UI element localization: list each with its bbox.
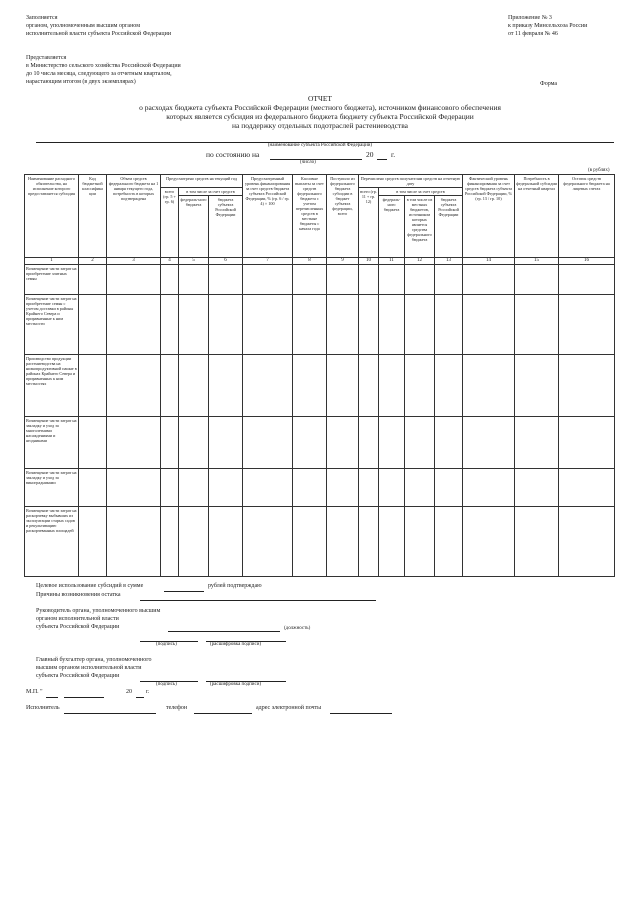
data-cell[interactable] xyxy=(327,417,359,469)
data-cell[interactable] xyxy=(179,469,209,507)
header-cell: всего (гр. 5 + гр. 6) xyxy=(161,188,179,258)
data-cell[interactable] xyxy=(559,469,615,507)
executor-label: Исполнитель xyxy=(26,705,60,711)
head-title-line: субъекта Российской Федерации xyxy=(36,624,120,630)
header-cell: Наименование расходного обязательства, на исполнение которого предоставляется субсидия xyxy=(25,175,79,258)
data-cell[interactable] xyxy=(463,355,515,417)
appendix-line: от 11 февраля № 46 xyxy=(508,31,558,37)
data-cell[interactable] xyxy=(327,265,359,295)
appendix-note xyxy=(508,14,587,38)
data-cell[interactable] xyxy=(107,507,161,577)
date-year-prefix: 20 xyxy=(366,150,374,159)
seal-month-field[interactable] xyxy=(64,696,104,698)
header-cell: Предусмотренный уровень финансирования за счет средств бюджета субъекта Российской Федерации, % (гр. 6 / гр. 4) × 100 xyxy=(243,175,293,258)
data-cell[interactable] xyxy=(327,295,359,355)
header-cell: бюджета субъекта Российской Федерации xyxy=(209,196,243,258)
seal-year-field[interactable] xyxy=(136,696,144,698)
data-cell[interactable] xyxy=(161,295,179,355)
data-cell[interactable] xyxy=(79,295,107,355)
header-cell: в том числе из местных бюджетов, источником которых является средства федерального бюджета xyxy=(405,196,435,258)
data-cell[interactable] xyxy=(435,469,463,507)
data-cell[interactable] xyxy=(179,507,209,577)
data-cell[interactable] xyxy=(515,295,559,355)
data-cell[interactable] xyxy=(559,355,615,417)
data-cell[interactable] xyxy=(293,469,327,507)
data-cell[interactable] xyxy=(79,469,107,507)
title-line: на поддержку отдельных подотраслей растениеводства xyxy=(232,121,408,130)
column-number: 9 xyxy=(327,258,359,265)
header-cell: Предусмотрено средств на текущий год xyxy=(161,175,243,188)
title-line: которых является субсидия из федерального бюджета бюджету субъекта Российской Федерации xyxy=(166,112,474,121)
data-cell[interactable] xyxy=(463,469,515,507)
data-cell[interactable] xyxy=(243,355,293,417)
data-cell[interactable] xyxy=(179,295,209,355)
row-label: Возмещение части затрат на закладку и уход за виноградниками xyxy=(25,469,79,507)
data-cell[interactable] xyxy=(327,507,359,577)
column-number: 10 xyxy=(359,258,379,265)
head-decoding-caption: (расшифровка подписи) xyxy=(210,642,262,647)
fill-note-line: органом, уполномоченным высшим органом xyxy=(26,23,140,29)
column-number: 7 xyxy=(243,258,293,265)
data-cell[interactable] xyxy=(293,507,327,577)
row-label: Возмещение части затрат на закладку и уход за многолетними насаждениями и ягодниками xyxy=(25,417,79,469)
data-cell[interactable] xyxy=(435,295,463,355)
submit-note-line: до 10 числа месяца, следующего за отчетным кварталом, xyxy=(26,71,172,77)
data-cell[interactable] xyxy=(515,265,559,295)
fill-note xyxy=(26,14,171,38)
header-cell: в том числе за счет средств xyxy=(179,188,243,196)
column-number: 12 xyxy=(405,258,435,265)
subject-caption: (наименование субъекта Российской Федерации) xyxy=(267,143,373,148)
column-number: 13 xyxy=(435,258,463,265)
column-number: 15 xyxy=(515,258,559,265)
header-cell: Кассовые выплаты за счет средств федерального бюджета с учетом перечисленных средств в местные бюджеты с начала года xyxy=(293,175,327,258)
accountant-decoding-caption: (расшифровка подписи) xyxy=(210,682,262,687)
date-prefix: по состоянию на xyxy=(206,150,260,159)
header-cell: бюджета субъекта Российской Федерации xyxy=(435,196,463,258)
data-cell[interactable] xyxy=(161,355,179,417)
data-cell[interactable] xyxy=(161,507,179,577)
data-cell[interactable] xyxy=(209,417,243,469)
data-cell[interactable] xyxy=(359,355,379,417)
header-cell: Объем средств федерального бюджета на 1 января текущего года, потребность в которых подтверждена xyxy=(107,175,161,258)
title-line: ОТЧЕТ xyxy=(307,94,333,103)
data-cell[interactable] xyxy=(107,265,161,295)
data-cell[interactable] xyxy=(79,507,107,577)
data-cell[interactable] xyxy=(161,417,179,469)
column-number: 4 xyxy=(161,258,179,265)
accountant-title-line: Главный бухгалтер органа, уполномоченного xyxy=(36,657,152,663)
data-cell[interactable] xyxy=(405,417,435,469)
data-cell[interactable] xyxy=(79,417,107,469)
row-label: Возмещение части затрат на приобретение семян с учетом доставки в районы Крайнего Севера и приравненные к ним местности xyxy=(25,295,79,355)
column-number: 5 xyxy=(179,258,209,265)
appendix-line: Приложение № 3 xyxy=(508,15,552,21)
data-cell[interactable] xyxy=(79,265,107,295)
data-cell[interactable] xyxy=(179,265,209,295)
data-cell[interactable] xyxy=(405,469,435,507)
phone-field[interactable] xyxy=(194,712,252,714)
head-position-caption: (должность) xyxy=(284,626,311,631)
data-cell[interactable] xyxy=(209,355,243,417)
data-cell[interactable] xyxy=(463,265,515,295)
form-label: Форма xyxy=(540,81,558,87)
data-cell[interactable] xyxy=(107,355,161,417)
data-cell[interactable] xyxy=(379,355,405,417)
data-cell[interactable] xyxy=(327,355,359,417)
data-cell[interactable] xyxy=(327,469,359,507)
data-cell[interactable] xyxy=(209,469,243,507)
data-cell[interactable] xyxy=(161,469,179,507)
data-cell[interactable] xyxy=(435,507,463,577)
table-row xyxy=(25,507,615,577)
data-cell[interactable] xyxy=(107,417,161,469)
row-label: Возмещение части затрат на раскорчевку выбывших из эксплуатации старых садов и рекультивацию раскорчеванных площадей xyxy=(25,507,79,577)
accountant-signature-caption: (подпись) xyxy=(156,682,177,687)
data-cell[interactable] xyxy=(463,417,515,469)
data-cell[interactable] xyxy=(243,295,293,355)
data-cell[interactable] xyxy=(179,355,209,417)
title-line: о расходах бюджета субъекта Российской Федерации (местного бюджета), источником финансового обеспечения xyxy=(139,103,501,112)
phone-label: телефон xyxy=(166,705,188,711)
data-cell[interactable] xyxy=(559,417,615,469)
data-cell[interactable] xyxy=(243,265,293,295)
header-cell: в том числе за счет средств xyxy=(379,188,463,196)
data-cell[interactable] xyxy=(359,295,379,355)
data-cell[interactable] xyxy=(559,295,615,355)
data-cell[interactable] xyxy=(209,507,243,577)
reasons-field[interactable] xyxy=(140,599,376,601)
accountant-title xyxy=(36,656,152,680)
data-cell[interactable] xyxy=(209,295,243,355)
row-label: Производство продукции растениеводства на низкопродуктивной пашне в районах Крайнего Севера и приравненных к ним местностях xyxy=(25,355,79,417)
appendix-line: к приказу Минсельхоза России xyxy=(508,23,588,29)
column-number: 14 xyxy=(463,258,515,265)
reasons-label: Причины возникновения остатка xyxy=(36,592,121,598)
data-cell[interactable] xyxy=(293,295,327,355)
data-cell[interactable] xyxy=(559,507,615,577)
data-cell[interactable] xyxy=(293,417,327,469)
column-number: 2 xyxy=(79,258,107,265)
data-cell[interactable] xyxy=(435,355,463,417)
data-cell[interactable] xyxy=(359,417,379,469)
column-number: 3 xyxy=(107,258,161,265)
column-number: 16 xyxy=(559,258,615,265)
report-title xyxy=(60,94,580,130)
seal-year-suffix: г. xyxy=(146,689,150,695)
data-cell[interactable] xyxy=(359,265,379,295)
seal-year-prefix: 20 xyxy=(126,689,132,695)
header-cell: Код бюджетной классифика ции xyxy=(79,175,107,258)
row-label: Возмещение части затрат на приобретение элитных семян xyxy=(25,265,79,295)
data-cell[interactable] xyxy=(293,265,327,295)
submit-note-line: Представляется xyxy=(26,55,67,61)
date-year-field[interactable] xyxy=(377,158,387,160)
header-cell: федераль-ного бюджета xyxy=(379,196,405,258)
data-cell[interactable] xyxy=(405,265,435,295)
data-cell[interactable] xyxy=(559,265,615,295)
date-suffix: г. xyxy=(391,150,396,159)
date-field[interactable] xyxy=(270,158,362,160)
accountant-title-line: высшим органом исполнительной власти xyxy=(36,665,142,671)
table-row xyxy=(25,295,615,355)
header-cell: всего (гр. 11 + гр. 12) xyxy=(359,188,379,258)
data-cell[interactable] xyxy=(179,417,209,469)
executor-field[interactable] xyxy=(64,712,156,714)
table-row xyxy=(25,265,615,295)
data-cell[interactable] xyxy=(405,507,435,577)
table-row xyxy=(25,355,615,417)
email-field[interactable] xyxy=(330,712,392,714)
data-cell[interactable] xyxy=(243,507,293,577)
column-number: 1 xyxy=(25,258,79,265)
header-cell: федераль-ного бюджета xyxy=(179,196,209,258)
data-cell[interactable] xyxy=(405,355,435,417)
data-cell[interactable] xyxy=(293,355,327,417)
header-cell: Поступило из федерального бюджета субсидии в бюджет субъекта федерации, всего xyxy=(327,175,359,258)
units-label: (в рублях) xyxy=(588,168,610,173)
data-cell[interactable] xyxy=(405,295,435,355)
data-cell[interactable] xyxy=(243,469,293,507)
header-cell: Остаток средств федерального бюджета на лицевых счетах xyxy=(559,175,615,258)
confirm-tail: рублей подтверждаю xyxy=(208,583,262,589)
data-cell[interactable] xyxy=(463,295,515,355)
data-cell[interactable] xyxy=(435,265,463,295)
header-cell: Перечислено средств получателям средств на отчетную дату xyxy=(359,175,463,188)
fill-note-line: Заполняется xyxy=(26,15,58,21)
data-cell[interactable] xyxy=(107,295,161,355)
submit-note xyxy=(26,54,181,86)
data-cell[interactable] xyxy=(515,417,559,469)
data-cell[interactable] xyxy=(435,417,463,469)
data-cell[interactable] xyxy=(359,469,379,507)
data-cell[interactable] xyxy=(379,417,405,469)
accountant-title-line: субъекта Российской Федерации xyxy=(36,673,120,679)
seal-label: М.П. " xyxy=(26,689,43,695)
column-number: 11 xyxy=(379,258,405,265)
table-row xyxy=(25,469,615,507)
seal-day-field[interactable] xyxy=(46,696,58,698)
data-cell[interactable] xyxy=(209,265,243,295)
date-caption: (число) xyxy=(300,160,316,165)
data-cell[interactable] xyxy=(515,469,559,507)
submit-note-line: в Министерство сельского хозяйства Российской Федерации xyxy=(26,63,181,69)
table-row xyxy=(25,417,615,469)
submit-note-line: нарастающим итогом (в двух экземплярах) xyxy=(26,79,136,85)
data-cell[interactable] xyxy=(79,355,107,417)
data-cell[interactable] xyxy=(161,265,179,295)
head-title-line: Руководитель органа, уполномоченного высшим xyxy=(36,608,161,614)
data-cell[interactable] xyxy=(107,469,161,507)
header-cell: Потребность в федеральной субсидии на отчетный квартал xyxy=(515,175,559,258)
data-cell[interactable] xyxy=(243,417,293,469)
data-cell[interactable] xyxy=(379,295,405,355)
header-cell: Фактический уровень финансирования за счет средств бюджета субъекта Российской Федерации, % (гр. 13 / гр. 10) xyxy=(463,175,515,258)
head-signature-caption: (подпись) xyxy=(156,642,177,647)
data-cell[interactable] xyxy=(359,507,379,577)
amount-field[interactable] xyxy=(164,590,204,592)
data-cell[interactable] xyxy=(379,507,405,577)
head-title xyxy=(36,607,160,631)
data-cell[interactable] xyxy=(379,265,405,295)
data-cell[interactable] xyxy=(515,507,559,577)
fill-note-line: исполнительной власти субъекта Российской Федерации xyxy=(26,31,172,37)
head-position-field[interactable] xyxy=(168,630,280,632)
column-number: 6 xyxy=(209,258,243,265)
column-number: 8 xyxy=(293,258,327,265)
data-cell[interactable] xyxy=(463,507,515,577)
report-table xyxy=(24,174,615,577)
head-title-line: органом исполнительной власти xyxy=(36,616,119,622)
data-cell[interactable] xyxy=(379,469,405,507)
confirm-text: Целевое использование субсидий в сумме xyxy=(36,583,144,589)
email-label: адрес электронной почты xyxy=(256,705,322,711)
data-cell[interactable] xyxy=(515,355,559,417)
